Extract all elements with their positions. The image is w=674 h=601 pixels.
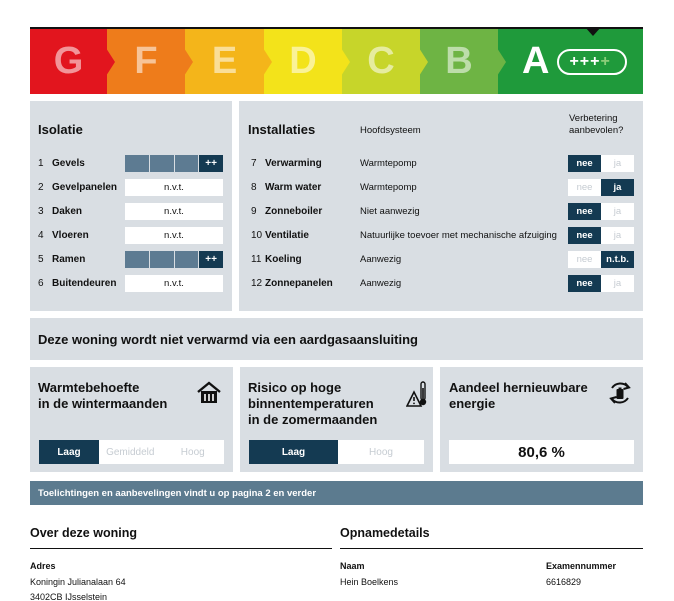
risico-option: Laag <box>249 440 338 464</box>
energy-class-e <box>185 29 264 94</box>
advice-indicator <box>568 203 634 220</box>
energy-class-d <box>264 29 342 94</box>
advice-yes: ja <box>601 203 634 220</box>
insulation-value: n.v.t. <box>125 275 223 292</box>
row-label: Buitendeuren <box>52 277 117 289</box>
advice-indicator <box>568 275 634 292</box>
insulation-value: n.v.t. <box>125 203 223 220</box>
scale-cell <box>150 251 174 268</box>
energy-class-letter: D <box>289 40 317 82</box>
info-banner: Toelichtingen en aanbevelingen vindt u op pagina 2 en verder <box>30 481 643 505</box>
warmtebehoefte-title-line2: in de wintermaanden <box>38 396 168 411</box>
energy-class-b <box>420 29 498 94</box>
gas-notice-panel <box>30 318 643 360</box>
installaties-panel <box>239 101 643 311</box>
energy-class-arrow <box>184 48 193 76</box>
row-label: Zonneboiler <box>265 205 323 217</box>
row-number: 2 <box>38 181 44 193</box>
energy-class-arrow <box>497 48 506 76</box>
installatie-row <box>239 249 643 269</box>
energy-plus-text: +++ <box>569 52 601 70</box>
row-label: Daken <box>52 205 83 217</box>
address-line2: 3402CB IJsselstein <box>30 592 108 601</box>
row-number: 10 <box>251 229 263 241</box>
advice-no: nee <box>568 179 601 196</box>
isolatie-row <box>30 249 232 269</box>
advice-yes: ja <box>601 179 634 196</box>
energy-class-c <box>342 29 420 94</box>
verbetering-header: Verbetering aanbevolen? <box>569 113 624 136</box>
opname-title: Opnamedetails <box>340 526 430 540</box>
address-line1: Koningin Julianalaan 64 <box>30 577 126 587</box>
row-number: 3 <box>38 205 44 217</box>
installatie-row <box>239 201 643 221</box>
advice-indicator <box>568 227 634 244</box>
gas-notice-text: Deze woning wordt niet verwarmd via een aardgasaansluiting <box>38 332 418 347</box>
installatie-row <box>239 273 643 293</box>
energy-class-a <box>498 29 643 94</box>
advice-indicator <box>568 179 634 196</box>
row-number: 9 <box>251 205 257 217</box>
advice-no: nee <box>568 251 601 268</box>
scale-cell <box>175 155 199 172</box>
installatie-row <box>239 153 643 173</box>
row-label: Gevelpanelen <box>52 181 118 193</box>
advice-indicator <box>568 155 634 172</box>
advice-indicator <box>568 251 634 268</box>
recycle-battery-icon <box>606 379 634 407</box>
installatie-row <box>239 225 643 245</box>
row-number: 1 <box>38 157 44 169</box>
row-label: Koeling <box>265 253 302 265</box>
energy-class-letter: C <box>367 40 395 82</box>
address-label: Adres <box>30 561 56 571</box>
energy-class-arrow <box>341 48 350 76</box>
row-system: Warmtepomp <box>360 157 417 169</box>
warning-thermometer-icon <box>406 380 428 408</box>
advice-no: nee <box>568 227 601 244</box>
scale-badge: ++ <box>199 251 223 268</box>
row-number: 12 <box>251 277 263 289</box>
isolatie-row <box>30 177 232 197</box>
energy-class-letter: B <box>445 40 473 82</box>
hoofdsysteem-header: Hoofdsysteem <box>360 125 421 136</box>
scale-badge: ++ <box>199 155 223 172</box>
row-system: Aanwezig <box>360 253 402 265</box>
risico-option: Hoog <box>369 446 393 458</box>
row-label: Verwarming <box>265 157 322 169</box>
isolatie-row <box>30 201 232 221</box>
advice-yes: ja <box>601 227 634 244</box>
energy-label-scale <box>30 27 643 94</box>
energy-class-letter: G <box>53 40 84 82</box>
row-label: Ramen <box>52 253 86 265</box>
scale-cell <box>150 155 174 172</box>
house-heating-icon <box>196 381 222 405</box>
energy-class-letter: A <box>522 40 550 82</box>
name-label: Naam <box>340 561 365 571</box>
exam-value: 6616829 <box>546 577 582 587</box>
isolatie-panel <box>30 101 232 311</box>
hernieuwbaar-value: 80,6 % <box>449 440 634 464</box>
warmtebehoefte-option: Laag <box>39 440 99 464</box>
energy-class-letter: E <box>211 40 238 82</box>
opname-rule <box>340 548 643 549</box>
row-number: 5 <box>38 253 44 265</box>
risico-title-line1: Risico op hoge <box>248 380 342 395</box>
insulation-value: n.v.t. <box>125 179 223 196</box>
current-class-marker <box>585 27 601 36</box>
isolatie-row <box>30 273 232 293</box>
over-woning-rule <box>30 548 332 549</box>
advice-yes: ja <box>601 275 634 292</box>
energy-class-arrow <box>106 48 115 76</box>
risico-panel <box>240 367 433 472</box>
warmtebehoefte-title-line1: Warmtebehoefte <box>38 380 140 395</box>
warmtebehoefte-option: Hoog <box>180 446 205 458</box>
hernieuwbaar-panel <box>440 367 643 472</box>
warmtebehoefte-gauge <box>39 440 224 464</box>
installaties-title: Installaties <box>248 122 316 137</box>
insulation-scale <box>125 251 223 268</box>
advice-no: nee <box>568 155 601 172</box>
row-number: 4 <box>38 229 44 241</box>
row-number: 8 <box>251 181 257 193</box>
scale-cell <box>125 251 149 268</box>
installatie-row <box>239 177 643 197</box>
row-system: Natuurlijke toevoer met mechanische afzuiging <box>360 229 557 241</box>
isolatie-row <box>30 153 232 173</box>
over-woning-title: Over deze woning <box>30 526 137 540</box>
hernieuwbaar-title-line2: energie <box>449 396 496 411</box>
risico-title-line3: in de zomermaanden <box>248 412 378 427</box>
row-label: Vloeren <box>52 229 89 241</box>
risico-gauge <box>249 440 424 464</box>
scale-cell <box>175 251 199 268</box>
row-number: 7 <box>251 157 257 169</box>
scale-cell <box>125 155 149 172</box>
energy-class-g <box>30 29 107 94</box>
advice-no: nee <box>568 203 601 220</box>
insulation-scale <box>125 155 223 172</box>
advice-yes: ja <box>601 155 634 172</box>
row-system: Aanwezig <box>360 277 402 289</box>
isolatie-title: Isolatie <box>38 122 83 137</box>
energy-plus-badge <box>557 49 626 75</box>
row-label: Warm water <box>265 181 322 193</box>
hernieuwbaar-title-line1: Aandeel hernieuwbare <box>449 380 588 395</box>
row-system: Niet aanwezig <box>360 205 420 217</box>
energy-plus-extra: + <box>600 52 611 70</box>
row-label: Gevels <box>52 157 85 169</box>
warmtebehoefte-panel <box>30 367 233 472</box>
advice-no: nee <box>568 275 601 292</box>
row-label: Ventilatie <box>265 229 309 241</box>
energy-class-arrow <box>263 48 272 76</box>
energy-class-f <box>107 29 185 94</box>
name-value: Hein Boelkens <box>340 577 399 587</box>
energy-class-arrow <box>419 48 428 76</box>
insulation-value: n.v.t. <box>125 227 223 244</box>
row-label: Zonnepanelen <box>265 277 333 289</box>
row-system: Warmtepomp <box>360 181 417 193</box>
row-number: 6 <box>38 277 44 289</box>
row-number: 11 <box>251 253 262 265</box>
isolatie-row <box>30 225 232 245</box>
risico-title-line2: binnentemperaturen <box>248 396 374 411</box>
energy-class-letter: F <box>134 40 158 82</box>
exam-label: Examennummer <box>546 561 617 571</box>
advice-yes: n.t.b. <box>601 251 634 268</box>
warmtebehoefte-option: Gemiddeld <box>106 446 155 458</box>
